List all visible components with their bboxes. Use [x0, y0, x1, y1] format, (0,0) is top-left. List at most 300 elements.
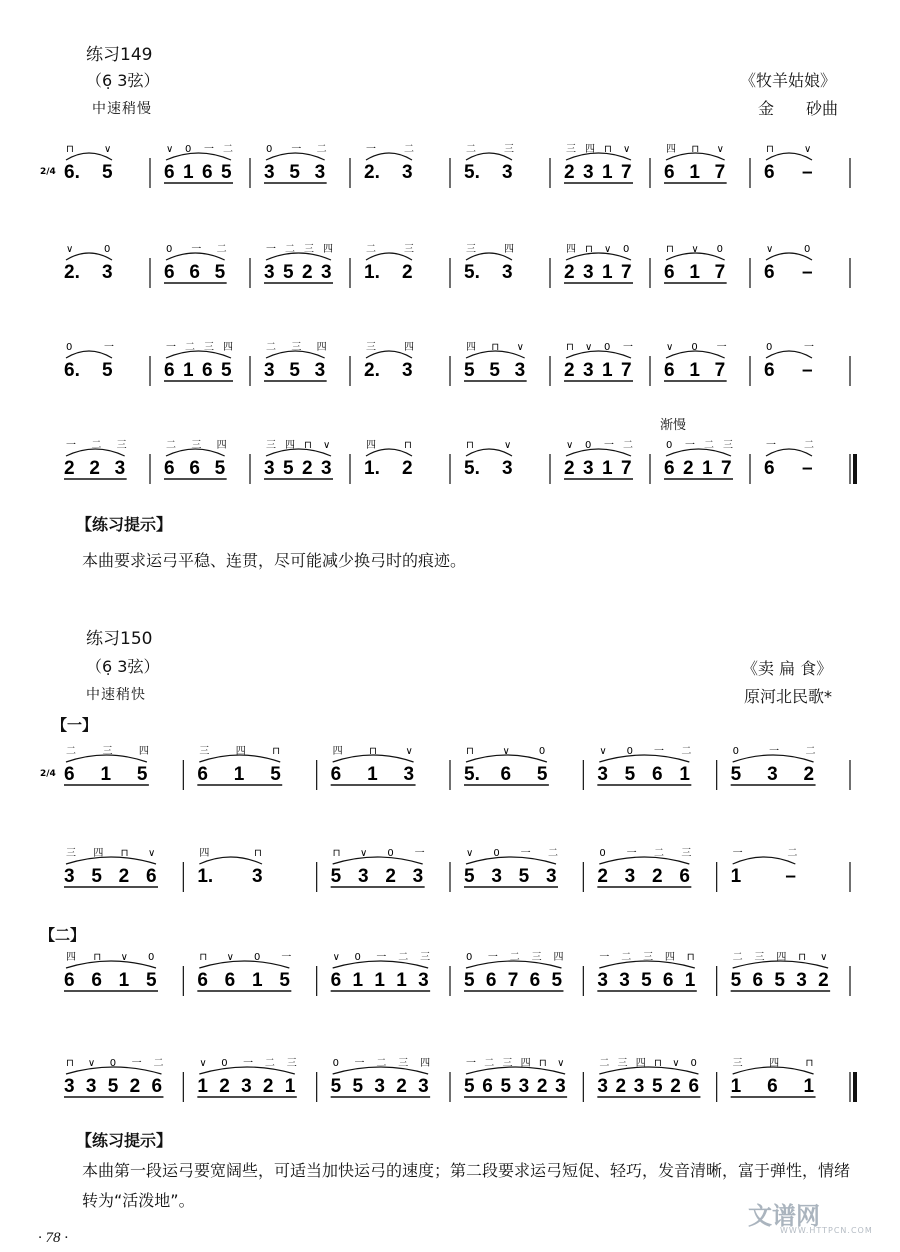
bowing-mark: 三: [291, 342, 302, 353]
bowing-mark: 四: [420, 1058, 431, 1069]
note: 2: [564, 360, 575, 381]
bowing-mark: 三: [754, 952, 765, 963]
bowing-mark: 一: [732, 848, 743, 859]
note: 6: [664, 458, 675, 479]
note: 2: [219, 1076, 230, 1097]
note: 5: [624, 764, 636, 785]
note: 5: [283, 458, 294, 479]
note: 2.: [64, 262, 80, 283]
note: 2: [803, 764, 815, 785]
bowing-mark: ⊓: [272, 746, 281, 757]
bowing-mark: 0: [804, 244, 811, 255]
exercise-150-staff-1: [40, 730, 860, 810]
note: 7: [621, 458, 632, 479]
note: 1: [689, 360, 700, 381]
bowing-mark: ∨: [323, 440, 331, 451]
bowing-mark: 二: [266, 342, 276, 353]
bowing-mark: 0: [354, 952, 361, 963]
bowing-mark: 四: [664, 952, 675, 963]
bowing-mark: 一: [366, 144, 376, 155]
bowing-mark: 0: [623, 244, 630, 255]
bowing-mark: ∨: [557, 1058, 565, 1069]
note: 1: [602, 360, 613, 381]
note: 2: [683, 458, 694, 479]
bowing-mark: 四: [776, 952, 787, 963]
bowing-mark: 二: [623, 440, 633, 451]
note: 3: [502, 162, 513, 183]
note: 3: [555, 1076, 566, 1097]
bowing-mark: 四: [466, 342, 476, 353]
bowing-mark: ∨: [691, 244, 699, 255]
bowing-mark: 四: [235, 746, 246, 757]
bowing-mark: ⊓: [654, 1058, 662, 1069]
note: 5: [464, 1076, 475, 1097]
note: 6: [64, 764, 75, 785]
bowing-mark: ∨: [332, 952, 340, 963]
note: 3: [403, 764, 415, 785]
bowing-mark: 二: [185, 342, 195, 353]
note: 3: [502, 458, 513, 479]
bowing-mark: 一: [487, 952, 498, 963]
note: 2: [262, 1076, 274, 1097]
bowing-mark: 二: [66, 746, 76, 757]
note: –: [802, 360, 813, 381]
bowing-mark: ⊓: [805, 1058, 814, 1069]
exercise-149-song-title: 《牧羊姑娘》: [740, 71, 837, 90]
note: –: [785, 866, 796, 887]
note: 5: [102, 360, 113, 381]
note: 5: [102, 162, 113, 183]
bowing-mark: 二: [805, 746, 816, 757]
note: 3: [321, 458, 332, 479]
exercise-150-tip-text: 本曲第一段运弓要宽阔些，可适当加快运弓的速度；第二段要求运弓短促、轻巧，发音清晰，富于弹性，情绪转为“活泼地”。: [82, 1161, 851, 1210]
bowing-mark: 一: [804, 342, 814, 353]
note: 2: [302, 262, 313, 283]
note: 3: [633, 1076, 645, 1097]
bowing-mark: 一: [414, 848, 425, 859]
bowing-mark: 一: [204, 144, 214, 155]
bowing-mark: 一: [654, 746, 664, 757]
bowing-mark: 0: [493, 848, 500, 859]
note: 2: [89, 458, 100, 479]
bowing-mark: ∨: [166, 144, 174, 155]
note: 2: [402, 458, 413, 479]
bowing-mark: ∨: [120, 952, 128, 963]
bowing-mark: 四: [404, 342, 414, 353]
bowing-mark: 四: [504, 244, 514, 255]
bowing-mark: 二: [466, 144, 476, 155]
bowing-mark: 一: [716, 342, 727, 353]
note: 2: [118, 866, 130, 887]
note: 3: [264, 162, 275, 183]
note: 5: [283, 262, 294, 283]
bowing-mark: 0: [626, 746, 634, 757]
section-1-label: 【一】: [52, 716, 98, 734]
bowing-mark: 二: [223, 144, 233, 155]
note: 7: [714, 262, 726, 283]
note: 6: [664, 162, 675, 183]
note: 2: [302, 458, 313, 479]
bowing-mark: 一: [104, 342, 114, 353]
bowing-mark: 三: [191, 440, 202, 451]
bowing-mark: 一: [685, 440, 695, 451]
note: 5: [279, 970, 290, 991]
bowing-mark: 四: [223, 342, 233, 353]
bowing-mark: 一: [376, 952, 387, 963]
bowing-mark: 二: [804, 440, 814, 451]
bowing-mark: 0: [109, 1058, 117, 1069]
exercise-149-tip-heading: 【练习提示】: [76, 515, 173, 534]
bowing-mark: 三: [204, 342, 214, 353]
bowing-mark: 四: [66, 952, 76, 963]
bowing-mark: 四: [366, 440, 376, 451]
note: 5: [730, 970, 742, 991]
bowing-mark: 0: [599, 848, 606, 859]
note: 3: [583, 162, 594, 183]
bowing-mark: 四: [316, 342, 327, 353]
bowing-mark: 0: [732, 746, 740, 757]
slur: [466, 857, 556, 864]
note: 3: [796, 970, 807, 991]
bowing-mark: 三: [681, 848, 692, 859]
bowing-mark: ∨: [599, 746, 607, 757]
bowing-mark: 一: [281, 952, 292, 963]
note: 5: [270, 764, 281, 785]
note: 5: [464, 360, 475, 381]
bowing-mark: ⊓: [66, 1058, 74, 1069]
bowing-mark: 一: [466, 1058, 476, 1069]
bowing-mark: 二: [285, 244, 295, 255]
bowing-mark: ⊓: [120, 848, 129, 859]
bowing-mark: 二: [787, 848, 798, 859]
note: 1: [284, 1076, 296, 1097]
bowing-mark: 三: [102, 746, 113, 757]
note: 3: [518, 1076, 530, 1097]
note: 6: [164, 458, 175, 479]
bowing-mark: 二: [654, 848, 664, 859]
note: 1: [183, 162, 194, 183]
note: 5: [146, 970, 157, 991]
note: 1.: [364, 262, 380, 283]
time-signature: 2/4: [40, 769, 56, 779]
note: 7: [621, 262, 632, 283]
note: 2: [652, 866, 663, 887]
bowing-mark: 四: [138, 746, 149, 757]
note: 5: [652, 1076, 663, 1097]
bowing-mark: 三: [504, 144, 514, 155]
note: 5: [107, 1076, 119, 1097]
note: 5: [91, 866, 102, 887]
bowing-mark: 三: [502, 1058, 513, 1069]
note: 7: [721, 458, 732, 479]
bowing-mark: 二: [398, 952, 409, 963]
note: 6: [91, 970, 102, 991]
bowing-mark: 二: [548, 848, 558, 859]
note: 1: [374, 970, 385, 991]
note: 3: [64, 1076, 75, 1097]
bowing-mark: 0: [604, 342, 611, 353]
slur: [566, 351, 631, 358]
bowing-mark: 四: [332, 746, 343, 757]
bowing-mark: 一: [623, 342, 633, 353]
note: 5: [221, 360, 232, 381]
bowing-mark: 四: [199, 848, 210, 859]
page-number: · 78 ·: [38, 1230, 68, 1246]
note: 3: [514, 360, 526, 381]
note: 2: [597, 866, 608, 887]
bowing-mark: 四: [566, 244, 576, 255]
note: 6: [767, 1076, 778, 1097]
bowing-mark: 三: [466, 244, 476, 255]
bowing-mark: 0: [538, 746, 546, 757]
bowing-mark: 四: [585, 144, 595, 155]
bowing-mark: 0: [266, 144, 273, 155]
note: 1: [730, 1076, 742, 1097]
bowing-mark: 一: [604, 440, 614, 451]
note: 3: [767, 764, 778, 785]
exercise-149-tip-text: 本曲要求运弓平稳、连贯，尽可能减少换弓时的痕迹。: [82, 551, 467, 570]
note: 6: [679, 866, 690, 887]
bowing-mark: ⊓: [538, 1058, 547, 1069]
bowing-mark: ∨: [585, 342, 593, 353]
note: 5.: [464, 764, 480, 785]
note: 6: [330, 970, 342, 991]
note: 1.: [364, 458, 380, 479]
bowing-mark: ⊓: [93, 952, 102, 963]
slur: [166, 153, 231, 160]
note: 2: [396, 1076, 407, 1097]
note: 1: [679, 764, 690, 785]
note: 6: [197, 764, 208, 785]
bowing-mark: 一: [66, 440, 76, 451]
slur: [199, 961, 289, 968]
bowing-mark: 二: [732, 952, 743, 963]
bowing-mark: ⊓: [66, 144, 74, 155]
bowing-mark: 一: [626, 848, 637, 859]
bowing-mark: 0: [716, 244, 724, 255]
note: 1.: [197, 866, 214, 887]
slur: [466, 1067, 565, 1074]
note: 7: [621, 162, 632, 183]
bowing-mark: 二: [621, 952, 632, 963]
exercise-149-staff-2: [40, 228, 860, 308]
watermark-logo: 文谱网: [748, 1202, 820, 1230]
bowing-mark: 二: [704, 440, 714, 451]
bowing-mark: ∨: [766, 244, 774, 255]
bowing-mark: 0: [585, 440, 592, 451]
bowing-mark: 一: [769, 746, 780, 757]
bowing-mark: 二: [166, 440, 176, 451]
bowing-mark: ⊓: [666, 244, 674, 255]
note: 5: [500, 1076, 512, 1097]
note: 6: [189, 458, 200, 479]
note: 3: [252, 866, 263, 887]
note: 7: [714, 360, 726, 381]
note: 3: [502, 262, 513, 283]
bowing-mark: 三: [732, 1058, 743, 1069]
note: 5: [464, 866, 475, 887]
note: 1: [689, 262, 700, 283]
bowing-mark: ⊓: [199, 952, 208, 963]
bowing-mark: ∨: [504, 440, 512, 451]
bowing-mark: 三: [617, 1058, 628, 1069]
bowing-mark: 二: [404, 144, 414, 155]
bowing-mark: 0: [254, 952, 261, 963]
bowing-mark: 0: [766, 342, 773, 353]
bowing-mark: 四: [285, 440, 295, 451]
bowing-mark: 一: [243, 1058, 254, 1069]
tempo-marking-rit: 渐慢: [660, 418, 687, 433]
note: 1: [689, 162, 700, 183]
bowing-mark: 0: [466, 952, 473, 963]
note: 6: [164, 360, 175, 381]
bowing-mark: 0: [387, 848, 394, 859]
note: 2: [129, 1076, 141, 1097]
note: 5: [518, 866, 530, 887]
note: 1: [352, 970, 364, 991]
note: 6: [688, 1076, 700, 1097]
note: 2: [615, 1076, 627, 1097]
note: 6: [146, 866, 157, 887]
bowing-mark: 四: [553, 952, 564, 963]
note: 6: [189, 262, 200, 283]
exercise-149-staff-4: [40, 424, 860, 504]
note: 3: [264, 360, 275, 381]
note: –: [802, 262, 813, 283]
bowing-mark: ⊓: [686, 952, 695, 963]
note: 6: [202, 162, 213, 183]
note: 2: [64, 458, 75, 479]
note: 5: [136, 764, 148, 785]
note: 6: [330, 764, 342, 785]
bowing-mark: 0: [166, 244, 173, 255]
note: 3: [546, 866, 557, 887]
note: 3: [583, 360, 594, 381]
note: 2: [385, 866, 396, 887]
bowing-mark: ∨: [148, 848, 156, 859]
note: 5: [289, 162, 300, 183]
note: 7: [714, 162, 726, 183]
bowing-mark: ∨: [199, 1058, 207, 1069]
slur: [333, 857, 423, 864]
bowing-mark: 二: [316, 144, 327, 155]
note: 3: [264, 458, 275, 479]
note: 6: [482, 1076, 493, 1097]
bowing-mark: 0: [332, 1058, 340, 1069]
note: 3: [491, 866, 502, 887]
note: 6: [164, 262, 175, 283]
bowing-mark: ∨: [804, 144, 812, 155]
note: 3: [597, 970, 608, 991]
note: 3: [583, 262, 594, 283]
bowing-mark: ⊓: [766, 144, 774, 155]
note: 6: [500, 764, 512, 785]
bowing-mark: ∨: [666, 342, 674, 353]
bowing-mark: 三: [404, 244, 414, 255]
note: 2: [402, 262, 413, 283]
bowing-mark: 0: [104, 244, 111, 255]
bowing-mark: 三: [398, 1058, 409, 1069]
exercise-150-staff-3: [40, 936, 860, 1016]
note: 6: [752, 970, 764, 991]
bowing-mark: 二: [509, 952, 520, 963]
bowing-mark: 三: [566, 144, 576, 155]
note: 3: [314, 162, 326, 183]
slur: [66, 961, 156, 968]
note: 6: [662, 970, 674, 991]
bowing-mark: 三: [531, 952, 542, 963]
note: 1: [702, 458, 713, 479]
exercise-149-staff-1: [40, 128, 860, 208]
bowing-mark: ⊓: [491, 342, 500, 353]
bowing-mark: ∨: [104, 144, 112, 155]
bowing-mark: 二: [264, 1058, 275, 1069]
note: 3: [358, 866, 369, 887]
note: –: [802, 162, 813, 183]
note: 5.: [464, 458, 480, 479]
bowing-mark: 三: [199, 746, 210, 757]
note: 5: [289, 360, 300, 381]
bowing-mark: ⊓: [369, 746, 377, 757]
bowing-mark: 0: [666, 440, 673, 451]
bowing-mark: ∨: [87, 1058, 96, 1069]
note: 3: [374, 1076, 385, 1097]
note: 2: [670, 1076, 681, 1097]
note: 3: [314, 360, 326, 381]
exercise-150-staff-2: [40, 832, 860, 912]
exercise-150-tip-heading: 【练习提示】: [76, 1131, 173, 1150]
note: 2: [564, 262, 575, 283]
bowing-mark: ∨: [820, 952, 828, 963]
bowing-mark: ∨: [516, 342, 524, 353]
bowing-mark: 0: [148, 952, 155, 963]
bowing-mark: 三: [420, 952, 431, 963]
exercise-150-title: 练习150: [86, 629, 153, 649]
bowing-mark: 0: [66, 342, 73, 353]
note: 2: [564, 162, 575, 183]
note: 6: [764, 360, 775, 381]
note: 3: [418, 970, 429, 991]
note: 5: [641, 970, 652, 991]
note: 5: [330, 866, 342, 887]
bowing-mark: ⊓: [691, 144, 700, 155]
bowing-mark: ∨: [66, 244, 74, 255]
bowing-mark: 四: [635, 1058, 646, 1069]
bowing-mark: 二: [153, 1058, 164, 1069]
note: 3: [619, 970, 630, 991]
note: 6: [485, 970, 497, 991]
bowing-mark: 0: [691, 342, 698, 353]
bowing-mark: 四: [520, 1058, 531, 1069]
note: 3: [624, 866, 636, 887]
note: 1: [684, 970, 696, 991]
note: 5.: [464, 262, 480, 283]
note: 3: [102, 262, 113, 283]
bowing-mark: 一: [166, 342, 176, 353]
bowing-mark: ∨: [405, 746, 413, 757]
time-signature: 2/4: [40, 167, 56, 177]
note: 1: [252, 970, 263, 991]
bowing-mark: 三: [304, 244, 314, 255]
note: 3: [412, 866, 424, 887]
bowing-mark: 0: [221, 1058, 228, 1069]
note: 1: [396, 970, 407, 991]
bowing-mark: ⊓: [254, 848, 262, 859]
exercise-150-composer: 原河北民歌*: [744, 687, 833, 706]
bowing-mark: 四: [769, 1058, 780, 1069]
bowing-mark: 二: [376, 1058, 387, 1069]
note: 1: [183, 360, 194, 381]
